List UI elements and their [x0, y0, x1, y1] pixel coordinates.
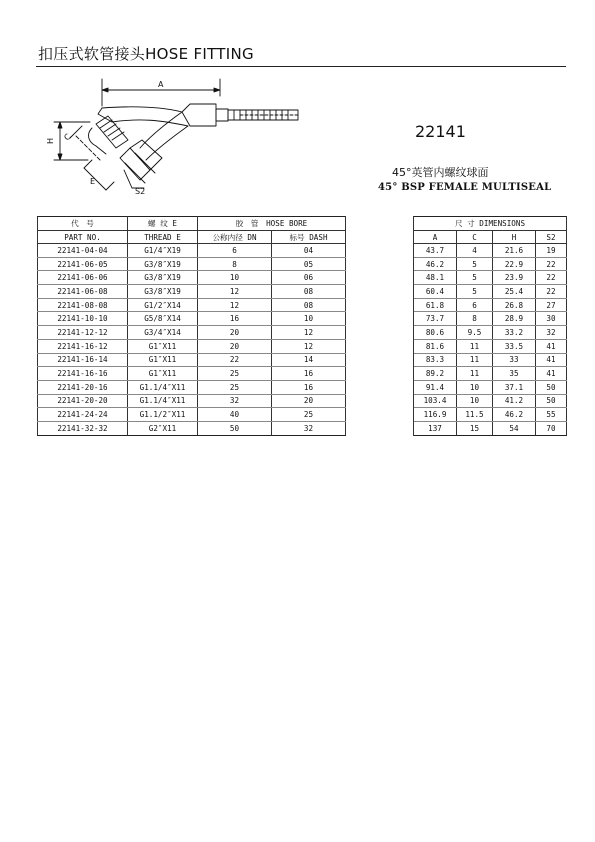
cell-thread: G1″X11	[128, 353, 198, 367]
cell-h: 33	[493, 353, 536, 367]
cell-h: 37.1	[493, 380, 536, 394]
cell-gap	[346, 271, 414, 285]
table-row	[38, 353, 567, 367]
cell-dn: 10	[198, 271, 272, 285]
cell-part-no: 22141-24-24	[38, 408, 128, 422]
fitting-insert	[182, 104, 298, 126]
cell-dash: 16	[272, 367, 346, 381]
cell-s2: 70	[536, 421, 567, 435]
cell-thread: G1/4″X19	[128, 244, 198, 258]
cell-s2: 41	[536, 339, 567, 353]
cell-dn: 16	[198, 312, 272, 326]
dim-label-c: C	[62, 132, 73, 143]
cell-h: 28.9	[493, 312, 536, 326]
cell-part-no: 22141-06-05	[38, 257, 128, 271]
table-row	[38, 394, 567, 408]
cell-a: 103.4	[414, 394, 457, 408]
cell-dash: 08	[272, 298, 346, 312]
cell-dash: 14	[272, 353, 346, 367]
cell-s2: 19	[536, 244, 567, 258]
cell-part-no: 22141-08-08	[38, 298, 128, 312]
col-dn: 公称内径 DN	[198, 231, 272, 244]
cell-a: 91.4	[414, 380, 457, 394]
cell-thread: G1.1/4″X11	[128, 380, 198, 394]
table-group-header-row	[38, 217, 567, 231]
description-cn: 45°英管内螺纹球面	[392, 166, 489, 179]
cell-dash: 05	[272, 257, 346, 271]
dim-label-s2: S2	[135, 187, 146, 196]
cell-gap	[346, 353, 414, 367]
cell-s2: 41	[536, 367, 567, 381]
cell-s2: 30	[536, 312, 567, 326]
cell-s2: 50	[536, 380, 567, 394]
description-en: 45° BSP FEMALE MULTISEAL	[378, 182, 552, 193]
table-row	[38, 367, 567, 381]
cell-dash: 32	[272, 421, 346, 435]
cell-a: 137	[414, 421, 457, 435]
cell-thread: G3/8″X19	[128, 257, 198, 271]
header-hose-bore: 胶 管 HOSE BORE	[198, 217, 346, 231]
table-row	[38, 285, 567, 299]
cell-dn: 40	[198, 408, 272, 422]
col-h: H	[493, 231, 536, 244]
cell-thread: G5/8″X14	[128, 312, 198, 326]
col-part-no: PART NO.	[38, 231, 128, 244]
col-s2: S2	[536, 231, 567, 244]
cell-c: 5	[457, 285, 493, 299]
cell-dash: 04	[272, 244, 346, 258]
title-divider	[36, 66, 566, 67]
cell-gap	[346, 326, 414, 340]
cell-dash: 10	[272, 312, 346, 326]
cell-dash: 12	[272, 326, 346, 340]
col-dash: 标号 DASH	[272, 231, 346, 244]
cell-part-no: 22141-06-06	[38, 271, 128, 285]
cell-part-no: 22141-16-12	[38, 339, 128, 353]
cell-a: 60.4	[414, 285, 457, 299]
dimensions-table	[37, 216, 567, 436]
table-row	[38, 339, 567, 353]
cell-gap	[346, 285, 414, 299]
cell-c: 5	[457, 271, 493, 285]
cell-h: 54	[493, 421, 536, 435]
table-row	[38, 408, 567, 422]
cell-thread: G3/4″X14	[128, 326, 198, 340]
cell-dash: 08	[272, 285, 346, 299]
cell-part-no: 22141-20-16	[38, 380, 128, 394]
cell-part-no: 22141-32-32	[38, 421, 128, 435]
table-row	[38, 421, 567, 435]
cell-c: 11	[457, 339, 493, 353]
cell-a: 73.7	[414, 312, 457, 326]
header-thread-cn: 螺 纹 E	[128, 217, 198, 231]
cell-h: 21.6	[493, 244, 536, 258]
cell-part-no: 22141-06-08	[38, 285, 128, 299]
cell-dn: 12	[198, 298, 272, 312]
cell-part-no: 22141-12-12	[38, 326, 128, 340]
header-gap	[346, 217, 414, 231]
cell-a: 83.3	[414, 353, 457, 367]
cell-part-no: 22141-10-10	[38, 312, 128, 326]
dim-label-e: E	[90, 177, 96, 186]
cell-a: 43.7	[414, 244, 457, 258]
cell-h: 25.4	[493, 285, 536, 299]
cell-dn: 12	[198, 285, 272, 299]
cell-gap	[346, 408, 414, 422]
table-column-header-row	[38, 231, 567, 244]
cell-a: 89.2	[414, 367, 457, 381]
cell-s2: 41	[536, 353, 567, 367]
cell-part-no: 22141-16-14	[38, 353, 128, 367]
dimension-e-line	[84, 160, 114, 190]
cell-h: 35	[493, 367, 536, 381]
cell-dn: 6	[198, 244, 272, 258]
cell-c: 8	[457, 312, 493, 326]
cell-dn: 25	[198, 380, 272, 394]
cell-s2: 22	[536, 257, 567, 271]
cell-dn: 50	[198, 421, 272, 435]
page-title: 扣压式软管接头HOSE FITTING	[38, 45, 254, 63]
cell-dn: 8	[198, 257, 272, 271]
cell-part-no: 22141-20-20	[38, 394, 128, 408]
cell-part-no: 22141-16-16	[38, 367, 128, 381]
col-c: C	[457, 231, 493, 244]
cell-dash: 06	[272, 271, 346, 285]
cell-s2: 22	[536, 285, 567, 299]
cell-s2: 50	[536, 394, 567, 408]
cell-h: 33.5	[493, 339, 536, 353]
cell-c: 10	[457, 380, 493, 394]
cell-c: 15	[457, 421, 493, 435]
cell-a: 81.6	[414, 339, 457, 353]
dim-label-h: H	[46, 137, 55, 144]
cell-thread: G1″X11	[128, 339, 198, 353]
cell-gap	[346, 421, 414, 435]
cell-thread: G3/8″X19	[128, 271, 198, 285]
cell-dn: 20	[198, 326, 272, 340]
cell-gap	[346, 257, 414, 271]
cell-h: 41.2	[493, 394, 536, 408]
cell-thread: G1/2″X14	[128, 298, 198, 312]
cell-dash: 25	[272, 408, 346, 422]
cell-thread: G1.1/4″X11	[128, 394, 198, 408]
cell-thread: G3/8″X19	[128, 285, 198, 299]
cell-gap	[346, 244, 414, 258]
cell-gap	[346, 380, 414, 394]
cell-gap	[346, 339, 414, 353]
table-row	[38, 298, 567, 312]
cell-dash: 16	[272, 380, 346, 394]
table-row	[38, 380, 567, 394]
cell-h: 22.9	[493, 257, 536, 271]
cell-dash: 12	[272, 339, 346, 353]
col-a: A	[414, 231, 457, 244]
cell-dash: 20	[272, 394, 346, 408]
table-row	[38, 271, 567, 285]
cell-thread: G2″X11	[128, 421, 198, 435]
fitting-drawing	[40, 76, 302, 200]
cell-gap	[346, 312, 414, 326]
cell-part-no: 22141-04-04	[38, 244, 128, 258]
part-code: 22141	[415, 122, 466, 141]
header-dimensions: 尺 寸 DIMENSIONS	[414, 217, 567, 231]
table-body	[38, 244, 567, 436]
header-part-cn: 代 号	[38, 217, 128, 231]
cell-dn: 20	[198, 339, 272, 353]
cell-s2: 32	[536, 326, 567, 340]
col-gap	[346, 231, 414, 244]
cell-s2: 27	[536, 298, 567, 312]
dimension-h-line	[54, 122, 90, 160]
cell-a: 80.6	[414, 326, 457, 340]
cell-dn: 25	[198, 367, 272, 381]
cell-thread: G1″X11	[128, 367, 198, 381]
cell-thread: G1.1/2″X11	[128, 408, 198, 422]
cell-c: 11.5	[457, 408, 493, 422]
cell-a: 61.8	[414, 298, 457, 312]
table-row	[38, 326, 567, 340]
fitting-ball-end	[76, 116, 128, 160]
cell-h: 26.8	[493, 298, 536, 312]
cell-gap	[346, 394, 414, 408]
cell-a: 116.9	[414, 408, 457, 422]
dim-label-a: A	[158, 80, 164, 89]
cell-c: 9.5	[457, 326, 493, 340]
cell-a: 46.2	[414, 257, 457, 271]
cell-c: 6	[457, 298, 493, 312]
cell-gap	[346, 298, 414, 312]
cell-c: 4	[457, 244, 493, 258]
cell-c: 10	[457, 394, 493, 408]
cell-c: 5	[457, 257, 493, 271]
col-thread-e: THREAD E	[128, 231, 198, 244]
cell-dn: 22	[198, 353, 272, 367]
cell-dn: 32	[198, 394, 272, 408]
cell-h: 46.2	[493, 408, 536, 422]
cell-s2: 22	[536, 271, 567, 285]
table-row	[38, 257, 567, 271]
cell-h: 23.9	[493, 271, 536, 285]
cell-gap	[346, 367, 414, 381]
cell-c: 11	[457, 353, 493, 367]
table-row	[38, 244, 567, 258]
cell-h: 33.2	[493, 326, 536, 340]
table-row	[38, 312, 567, 326]
cell-c: 11	[457, 367, 493, 381]
cell-s2: 55	[536, 408, 567, 422]
cell-a: 48.1	[414, 271, 457, 285]
